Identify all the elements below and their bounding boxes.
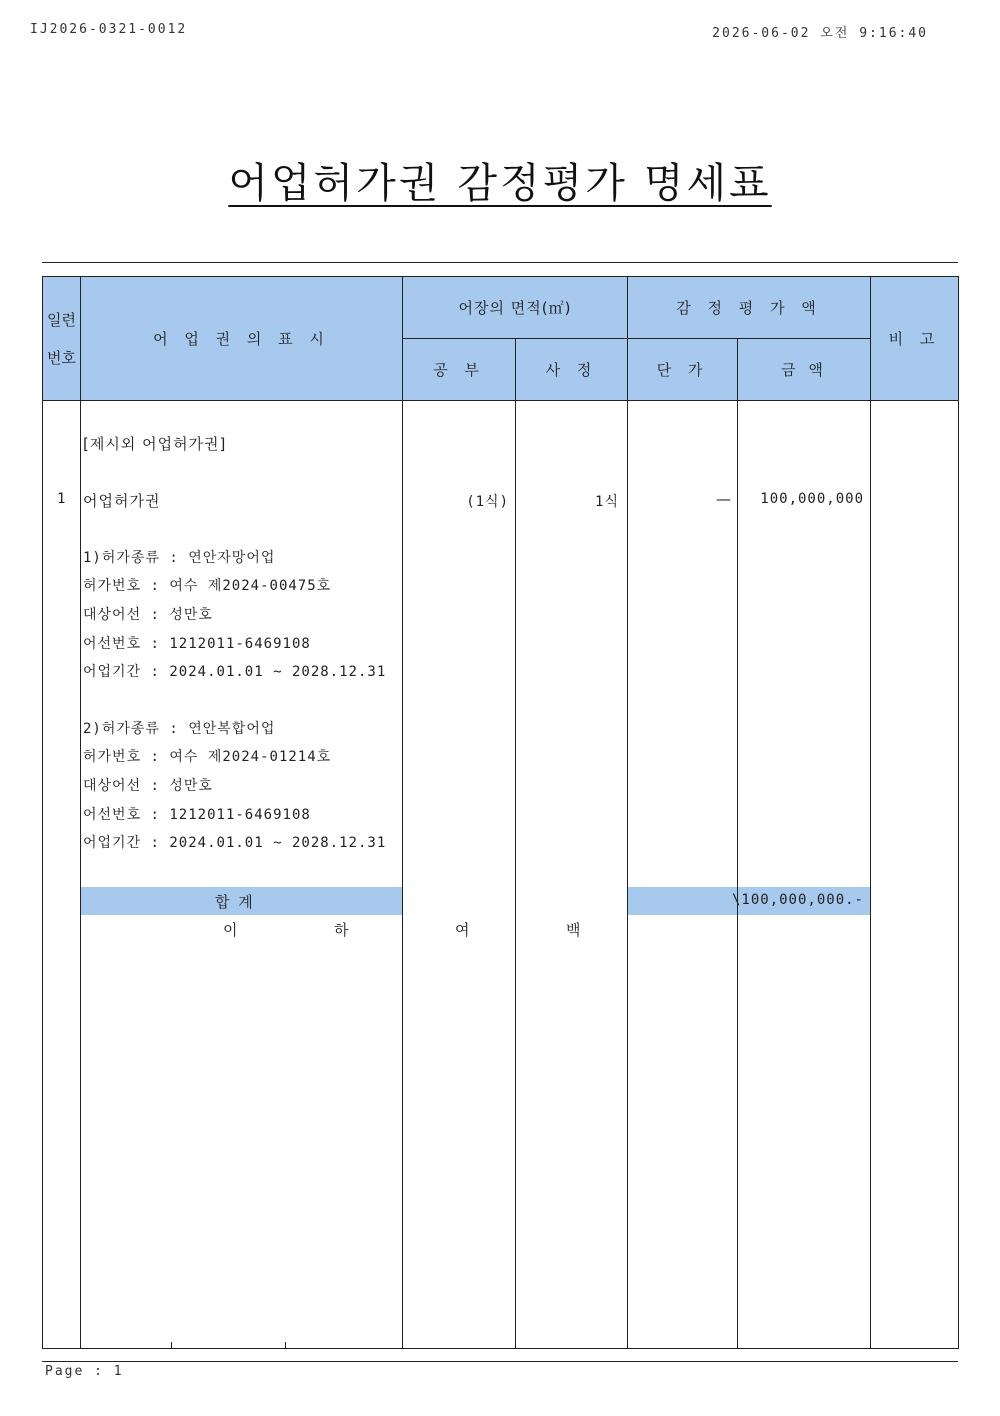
col-appraisal-header: 감 정 평 가 액 [628,277,871,339]
permit-2-vessel-no: 어선번호 : 1212011-6469108 [83,807,311,823]
permit-1-period: 어업기간 : 2024.01.01 ~ 2028.12.31 [83,664,387,680]
col-amount-header: 금 액 [738,339,871,401]
area-actual-cell [516,401,628,1349]
permit-1-vessel-no: 어선번호 : 1212011-6469108 [83,636,311,652]
total-label: 합 계 [215,893,255,911]
bottom-rule [42,1361,958,1362]
permit-2-period: 어업기간 : 2024.01.01 ~ 2028.12.31 [83,835,387,851]
page-number: Page : 1 [45,1364,124,1379]
col-serial-header: 일련 번호 [43,277,81,401]
area-official-cell [403,401,516,1349]
unit-price-cell [628,401,738,1349]
tick-mark [285,1342,286,1348]
total-amount: \100,000,000.- [731,892,864,908]
col-remarks-header: 비 고 [871,277,959,401]
permit-1-vessel: 대상어선 : 성만호 [83,607,213,623]
section-label: [제시외 어업허가권] [83,435,227,453]
permit-1-number: 허가번호 : 여수 제2024-00475호 [83,578,332,594]
col-description-header: 어 업 권 의 표 시 [81,277,403,401]
row-area-official: (1식) [466,494,509,510]
row-amount: 100,000,000 [760,491,864,507]
tick-mark [171,1342,172,1348]
permit-2-number: 허가번호 : 여수 제2024-01214호 [83,749,332,765]
appraisal-table [42,276,959,1349]
blank-mark-4: 백 [566,921,581,939]
permit-2-type: 2)허가종류 : 연안복합어업 [83,721,276,737]
page-title: 어업허가권 감정평가 명세표 [228,159,772,207]
blank-mark-1: 이 [223,921,238,939]
serial-cell [43,401,81,1349]
col-area-official-header: 공 부 [403,339,516,401]
row-serial: 1 [57,491,67,507]
col-area-actual-header: 사 정 [516,339,628,401]
top-rule [42,262,958,263]
col-unit-price-header: 단 가 [628,339,738,401]
amount-cell [731,401,871,1349]
blank-mark-2: 하 [334,921,349,939]
print-datetime: 2026-06-02 오전 9:16:40 [712,26,928,41]
row-name: 어업허가권 [83,492,161,510]
col-area-header: 어장의 면적(㎡) [403,277,628,339]
total-row-band [628,887,737,915]
permit-1-type: 1)허가종류 : 연안자망어업 [83,550,276,566]
description-cell [81,401,403,1349]
permit-2-vessel: 대상어선 : 성만호 [83,778,213,794]
row-unit-price: — [716,490,731,508]
row-area-actual: 1식 [595,494,619,510]
document-id: IJ2026-0321-0012 [30,21,188,38]
blank-mark-3: 여 [455,921,470,939]
remarks-cell [871,401,959,1349]
